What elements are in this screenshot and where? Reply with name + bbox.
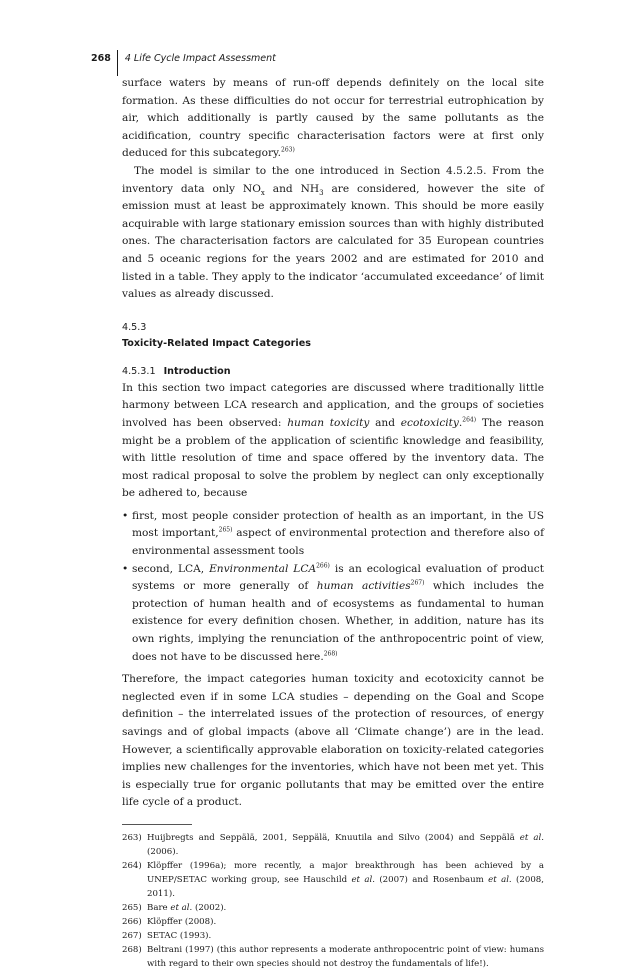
footnote-ref-264[interactable]: 264) xyxy=(462,416,477,424)
subsection-number: 4.5.3.1 xyxy=(122,365,156,377)
footnote: 265) Bare et al. (2002). xyxy=(122,902,227,913)
footnote-ref-268[interactable]: 268) xyxy=(323,650,338,658)
page-number: 268 xyxy=(91,52,111,64)
subsection-title: Introduction xyxy=(163,365,231,377)
footnote-ref-266[interactable]: 266) xyxy=(316,562,330,570)
footnote-rule xyxy=(122,824,192,825)
footnote: 267) SETAC (1993). xyxy=(122,930,212,941)
footnote-ref-267[interactable]: 267) xyxy=(410,579,425,587)
list-item: • second, LCA, Environmental LCA$^{266)}$ is an ecological evaluation of product systems or more generally of human activities$^{267)}$ which includes the protection of human health and of ecosystems as fundamental to human existence for every definition chosen. Whether, in addition, nature has its own rights, implying the renunciation of the anthropocentric point of view, does not have to be discussed here.$^{268)}$ xyxy=(122,561,544,667)
subsection-heading xyxy=(122,364,544,380)
running-title: 4 Life Cycle Impact Assessment xyxy=(124,52,276,64)
page-body xyxy=(122,75,544,971)
footnote-ref-265[interactable]: 265) xyxy=(218,526,233,534)
section-title: Toxicity-Related Impact Categories xyxy=(122,337,311,349)
paragraph-introduction: In this section two impact categories are discussed where traditionally little harmony between LCA research and application, and the groups of societies involved has been observed: human toxicity and ecotoxicity.$^{264)}$ The reason might be a problem of the application of scientific knowledge and feasibility, with little resolution of time and space offered by the inventory data. The most radical proposal to solve the problem by neglect can only exceptionally be adhered to, because xyxy=(122,381,544,500)
paragraph-model: The model is similar to the one introduced in Section 4.5.2.5. From the inventory data only $NO_x$ and $NH_3$ are considered, however the site of emission must at least be approximately known. This should be more easily acquirable with large stationary emission sources than with highly distributed ones. The characterisation factors are calculated for 35 European countries and 5 oceanic regions for the years 2002 and are estimated for 2010 and listed in a table. They apply to the indicator ‘accumulated exceedance’ of limit values as already discussed. xyxy=(122,164,544,301)
paragraph-eutrophication-end: surface waters by means of run-off depends definitely on the local site formation. As these difficulties do not occur for terrestrial eutrophication by air, which additionally is partly caused by the same pollutants as the acidification, country specific characterisation factors were at first only deduced for this subcategory.$^{263)}$ xyxy=(122,77,544,160)
header-divider xyxy=(117,50,118,76)
footnotes xyxy=(122,831,544,971)
reasons-list xyxy=(122,508,544,666)
running-header xyxy=(91,48,276,68)
section-number: 4.5.3 xyxy=(122,321,147,333)
list-item: • first, most people consider protection of health as an important, in the US most important,$^{265)}$ aspect of environmental protection and therefore also of environmental assessment tools xyxy=(122,508,544,561)
footnote-ref-263[interactable]: 263) xyxy=(281,146,295,154)
footnote: 266) Klöpffer (2008). xyxy=(122,916,217,927)
paragraph-therefore: Therefore, the impact categories human toxicity and ecotoxicity cannot be neglected even if in some LCA studies – depending on the Goal and Scope definition – the interrelated issues of the protection of resources, of energy savings and of global impacts (above all ‘Climate change’) are in the lead. However, a scientifically approvable elaboration on toxicity-related categories implies new challenges for the inventories, which have not been met yet. This is especially true for organic pollutants that may be emitted over the entire life cycle of a product. xyxy=(122,673,544,809)
footnote: 268) Beltrani (1997) (this author represents a moderate anthropocentric point of view: humans with regard to their own species should not destroy the fundamentals of life!). xyxy=(122,944,544,969)
footnote: 264) Klöpffer (1996a); more recently, a major breakthrough has been achieved by a UNEP/SETAC working group, see Hauschild et al. (2007) and Rosenbaum et al. (2008, 2011). xyxy=(122,860,544,899)
footnote: 263) Huijbregts and Seppälä, 2001, Seppälä, Knuutila and Silvo (2004) and Seppälä et al. (2006). xyxy=(122,832,544,857)
